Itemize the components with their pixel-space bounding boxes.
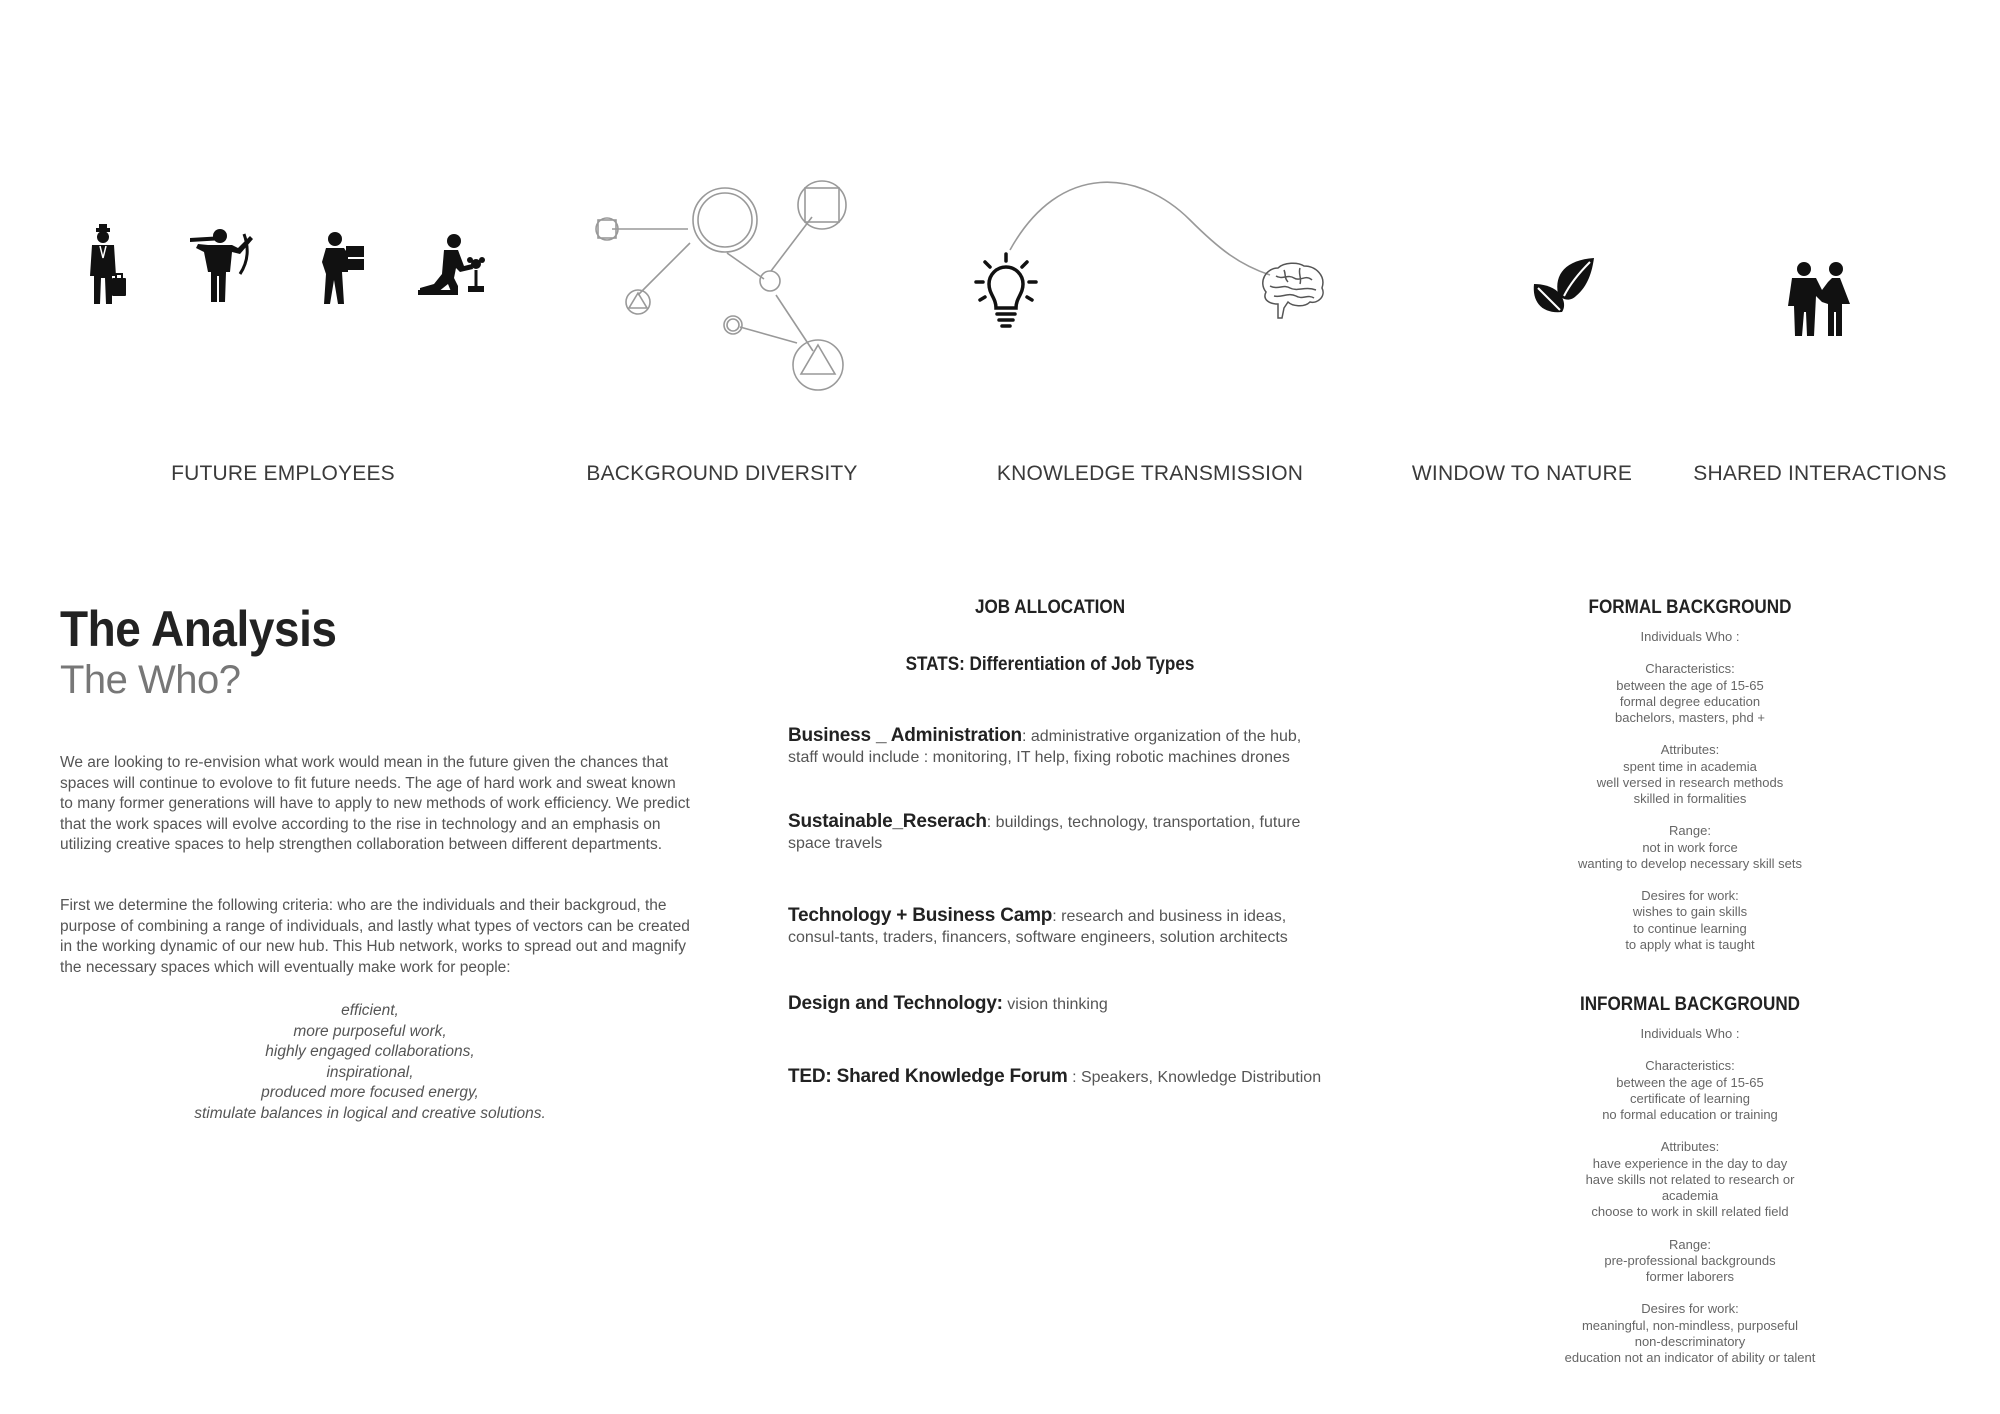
job-desc: : Speakers, Knowledge Distribution	[1067, 1069, 1322, 1086]
worker-icon	[190, 226, 256, 302]
quality-item: inspirational,	[326, 1063, 414, 1081]
background-line: skilled in formalities	[1633, 791, 1747, 806]
background-line: wishes to gain skills	[1632, 904, 1748, 920]
category-label-window-to-nature: WINDOW TO NATURE	[1411, 462, 1633, 485]
spacer	[1560, 1123, 1820, 1139]
background-line: Individuals Who :	[1640, 1026, 1740, 1041]
background-line: have skills not related to research or academia	[1585, 1171, 1795, 1203]
job-title: TED: Shared Knowledge Forum	[788, 1066, 1068, 1087]
spacer	[1560, 645, 1820, 661]
spacer	[1560, 872, 1820, 888]
brain-icon	[1258, 262, 1326, 320]
spacer	[1560, 807, 1820, 823]
job-item	[788, 812, 1328, 854]
job-stats-heading: STATS: Differentiation of Job Types	[905, 654, 1195, 675]
formal-background-heading: FORMAL BACKGROUND	[1588, 597, 1792, 618]
background-line: former laborers	[1645, 1269, 1735, 1284]
background-line: Individuals Who :	[1640, 629, 1740, 644]
background-line: Attributes:	[1660, 742, 1720, 758]
background-line: Attributes:	[1660, 1139, 1720, 1155]
job-title: Sustainable_Reserach	[788, 811, 987, 832]
category-label-knowledge-transmission: KNOWLEDGE TRANSMISSION	[996, 462, 1304, 485]
formal-background-lines	[1560, 629, 1820, 953]
background-line: not in work force	[1642, 839, 1738, 855]
informal-background-heading: INFORMAL BACKGROUND	[1579, 994, 1801, 1015]
background-line: bachelors, masters, phd +	[1615, 710, 1765, 725]
spacer	[1560, 1285, 1820, 1301]
background-line: Characteristics:	[1645, 661, 1735, 677]
network-diagram-icon	[590, 175, 890, 400]
quality-item: highly engaged collaborations,	[265, 1043, 475, 1060]
intro-paragraph-1: We are looking to re-envision what work would mean in the future given the chances that spaces will continue to evolove to fit future needs. The age of hard work and sweat known to many former generations will have to apply to new methods of work efficiency. We predict that the work spaces will evolve according to the rise in technology and an emphasis on utilizing creative spaces to help strengthen collaboration between different departments.	[60, 754, 690, 853]
job-title: Technology + Business Camp	[788, 905, 1053, 926]
background-line: education not an indicator of ability or talent	[1564, 1350, 1816, 1365]
informal-background-section	[1560, 994, 1820, 1366]
category-label-background-diversity: BACKGROUND DIVERSITY	[586, 462, 858, 485]
job-title: Design and Technology:	[788, 993, 1003, 1014]
job-allocation-heading: JOB ALLOCATION	[974, 597, 1126, 618]
background-line: Range:	[1669, 823, 1711, 839]
background-line: Characteristics:	[1645, 1058, 1735, 1074]
job-desc: : research and business in ideas, consul-tants, traders, financers, software engineers, solution architects	[788, 908, 1288, 946]
job-item	[788, 726, 1328, 768]
leaves-icon	[1530, 256, 1596, 318]
knowledge-curve	[1000, 180, 1280, 300]
informal-background-lines	[1560, 1026, 1820, 1366]
background-line: no formal education or training	[1602, 1107, 1778, 1122]
background-line: to continue learning	[1633, 920, 1747, 936]
quality-item: more purposeful work,	[293, 1022, 447, 1040]
lightbulb-icon	[972, 252, 1040, 330]
background-line: wanting to develop necessary skill sets	[1577, 855, 1802, 871]
job-desc: : administrative organization of the hub, staff would include : monitoring, IT help, fixing robotic machines drones	[788, 728, 1302, 766]
gardener-icon	[418, 234, 490, 298]
background-line: formal degree education	[1619, 693, 1761, 709]
quality-item: efficient,	[341, 1002, 399, 1019]
job-item	[788, 1067, 1328, 1089]
background-line: meaningful, non-mindless, purposeful	[1581, 1317, 1799, 1333]
job-desc: : buildings, technology, transportation, future space travels	[788, 814, 1301, 852]
intro-paragraph-2: First we determine the following criteria: who are the individuals and their backgroud, the purpose of combining a range of individuals, and lastly what types of vectors can be created in the working dynamic of our new hub. This Hub network, works to spread out and magnify the necessary spaces which will eventually make work for people:	[60, 897, 690, 976]
people-pair-icon	[1788, 262, 1854, 336]
background-line: between the age of 15-65	[1616, 677, 1764, 693]
delivery-worker-icon	[318, 232, 368, 304]
background-line: non-descriminatory	[1634, 1333, 1746, 1349]
job-desc: vision thinking	[1002, 996, 1108, 1013]
page-subtitle: The Who?	[60, 658, 241, 702]
spacer	[1560, 726, 1820, 742]
background-line: spent time in academia	[1623, 758, 1757, 774]
quality-item: stimulate balances in logical and creative solutions.	[194, 1104, 546, 1122]
page-title: The Analysis	[60, 601, 337, 657]
background-line: certificate of learning	[1630, 1090, 1750, 1106]
spacer	[1560, 1220, 1820, 1236]
spacer	[1560, 1042, 1820, 1058]
background-line: to apply what is taught	[1625, 936, 1755, 952]
background-line: choose to work in skill related field	[1591, 1204, 1789, 1220]
background-line: pre-professional backgrounds	[1604, 1252, 1776, 1268]
background-line: Range:	[1669, 1236, 1711, 1252]
background-line: Desires for work:	[1641, 888, 1739, 904]
category-label-shared-interactions: SHARED INTERACTIONS	[1693, 462, 1947, 485]
job-item	[788, 906, 1328, 948]
background-line: well versed in research methods	[1596, 774, 1784, 790]
background-line: between the age of 15-65	[1616, 1074, 1764, 1090]
qualities-list	[60, 1001, 680, 1124]
formal-background-section	[1560, 597, 1820, 953]
job-item	[788, 994, 1328, 1016]
category-label-future-employees: FUTURE EMPLOYEES	[171, 462, 395, 485]
background-line: have experience in the day to day	[1592, 1155, 1788, 1171]
job-title: Business _ Administration	[788, 725, 1022, 746]
quality-item: produced more focused energy,	[261, 1084, 479, 1101]
background-line: Desires for work:	[1641, 1301, 1739, 1317]
businessman-icon	[84, 228, 128, 304]
